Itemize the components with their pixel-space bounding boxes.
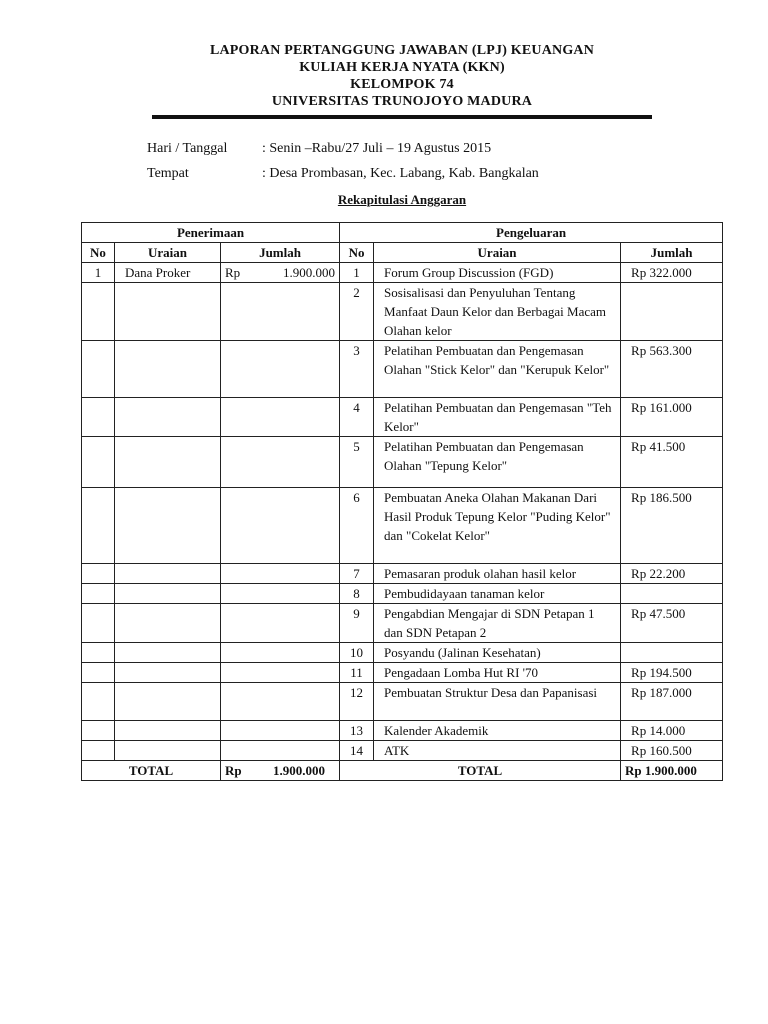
income-amount-cell <box>221 721 340 741</box>
income-amount-cell <box>221 604 340 643</box>
income-amount <box>225 263 335 282</box>
table-row <box>82 604 723 643</box>
income-desc-cell: Dana Proker <box>115 263 221 283</box>
income-amount-cell <box>221 663 340 683</box>
total-expense-value: Rp 1.900.000 <box>621 761 723 781</box>
col-desc-income: Uraian <box>115 243 221 263</box>
budget-table <box>81 222 723 781</box>
total-income-cell <box>221 761 340 781</box>
table-row <box>82 683 723 721</box>
expense-desc-cell: Sosisalisasi dan Penyuluhan Tentang Manfaat Daun Kelor dan Berbagai Macam Olahan kelor <box>374 283 621 341</box>
expense-no-cell: 11 <box>340 663 374 683</box>
table-row <box>82 584 723 604</box>
expense-desc-cell: Forum Group Discussion (FGD) <box>374 263 621 283</box>
expense-no-cell: 4 <box>340 398 374 437</box>
income-amount-cell <box>221 488 340 564</box>
total-income-value: 1.900.000 <box>273 763 326 778</box>
table-row <box>82 488 723 564</box>
header-line-4: UNIVERSITAS TRUNOJOYO MADURA <box>271 94 533 109</box>
income-desc-cell <box>115 341 221 398</box>
expense-no-cell: 13 <box>340 721 374 741</box>
total-label-income: TOTAL <box>82 761 221 781</box>
header-line-2: KULIAH KERJA NYATA (KKN) <box>299 60 505 75</box>
expense-desc-cell: Posyandu (Jalinan Kesehatan) <box>374 643 621 663</box>
expense-no-cell: 2 <box>340 283 374 341</box>
expense-amount-cell: Rp 161.000 <box>621 398 723 437</box>
income-no-cell <box>82 283 115 341</box>
income-amount-cell <box>221 741 340 761</box>
income-amount-cell <box>221 643 340 663</box>
income-currency: Rp <box>225 265 241 280</box>
income-no-cell <box>82 584 115 604</box>
income-no-cell: 1 <box>82 263 115 283</box>
place-label: Tempat <box>147 166 189 181</box>
income-desc-cell <box>115 741 221 761</box>
total-row <box>82 761 723 781</box>
income-desc-cell <box>115 437 221 488</box>
income-amount-cell <box>221 263 340 283</box>
income-desc-cell <box>115 584 221 604</box>
table-row <box>82 341 723 398</box>
table-row <box>82 643 723 663</box>
income-no-cell <box>82 683 115 721</box>
expense-desc-cell: Pembudidayaan tanaman kelor <box>374 584 621 604</box>
expense-amount-cell: Rp 41.500 <box>621 437 723 488</box>
expense-amount-cell: Rp 47.500 <box>621 604 723 643</box>
col-no-income: No <box>82 243 115 263</box>
income-desc-cell <box>115 488 221 564</box>
expense-amount-cell: Rp 22.200 <box>621 564 723 584</box>
expense-desc-cell: Pemasaran produk olahan hasil kelor <box>374 564 621 584</box>
expense-desc-cell: Pelatihan Pembuatan dan Pengemasan Olahan "Stick Kelor" dan "Kerupuk Kelor" <box>374 341 621 398</box>
expense-header: Pengeluaran <box>340 223 723 243</box>
col-amount-income: Jumlah <box>221 243 340 263</box>
expense-no-cell: 1 <box>340 263 374 283</box>
table-row <box>82 283 723 341</box>
total-label-expense: TOTAL <box>340 761 621 781</box>
income-desc-cell <box>115 604 221 643</box>
income-desc-cell <box>115 663 221 683</box>
expense-desc-cell: Pelatihan Pembuatan dan Pengemasan "Teh Kelor" <box>374 398 621 437</box>
expense-amount-cell: Rp 187.000 <box>621 683 723 721</box>
expense-desc-cell: Pembuatan Aneka Olahan Makanan Dari Hasil Produk Tepung Kelor "Puding Kelor" dan "Cokelat Kelor" <box>374 488 621 564</box>
income-desc-cell <box>115 283 221 341</box>
income-desc-cell <box>115 643 221 663</box>
expense-no-cell: 6 <box>340 488 374 564</box>
expense-no-cell: 12 <box>340 683 374 721</box>
income-amount-cell <box>221 437 340 488</box>
income-no-cell <box>82 398 115 437</box>
income-no-cell <box>82 341 115 398</box>
table-row <box>82 741 723 761</box>
income-no-cell <box>82 437 115 488</box>
expense-amount-cell: Rp 194.500 <box>621 663 723 683</box>
expense-desc-cell: Pengabdian Mengajar di SDN Petapan 1 dan SDN Petapan 2 <box>374 604 621 643</box>
income-amount-cell <box>221 564 340 584</box>
table-row <box>82 721 723 741</box>
income-value: 1.900.000 <box>283 265 336 280</box>
expense-amount-cell: Rp 563.300 <box>621 341 723 398</box>
expense-amount-cell: Rp 186.500 <box>621 488 723 564</box>
expense-amount-cell <box>621 584 723 604</box>
header-line-1: LAPORAN PERTANGGUNG JAWABAN (LPJ) KEUANGAN <box>209 43 595 58</box>
income-header: Penerimaan <box>82 223 340 243</box>
income-amount-cell <box>221 283 340 341</box>
table-row <box>82 263 723 283</box>
income-no-cell <box>82 604 115 643</box>
expense-amount-cell: Rp 14.000 <box>621 721 723 741</box>
col-desc-expense: Uraian <box>374 243 621 263</box>
total-income <box>225 761 335 780</box>
table-row <box>82 564 723 584</box>
income-desc-cell <box>115 564 221 584</box>
total-income-currency: Rp <box>225 763 242 778</box>
income-no-cell <box>82 488 115 564</box>
expense-amount-cell: Rp 160.500 <box>621 741 723 761</box>
expense-no-cell: 8 <box>340 584 374 604</box>
expense-no-cell: 7 <box>340 564 374 584</box>
table-row <box>82 398 723 437</box>
expense-desc-cell: Pelatihan Pembuatan dan Pengemasan Olahan "Tepung Kelor" <box>374 437 621 488</box>
date-value: : Senin –Rabu/27 Juli – 19 Agustus 2015 <box>262 141 492 156</box>
income-no-cell <box>82 741 115 761</box>
expense-desc-cell: ATK <box>374 741 621 761</box>
income-amount-cell <box>221 341 340 398</box>
income-no-cell <box>82 564 115 584</box>
expense-amount-cell <box>621 643 723 663</box>
expense-no-cell: 10 <box>340 643 374 663</box>
col-no-expense: No <box>340 243 374 263</box>
expense-amount-cell <box>621 283 723 341</box>
place-value: : Desa Prombasan, Kec. Labang, Kab. Bangkalan <box>262 166 539 181</box>
expense-desc-cell: Pengadaan Lomba Hut RI '70 <box>374 663 621 683</box>
income-no-cell <box>82 721 115 741</box>
header-divider <box>152 115 652 119</box>
expense-no-cell: 9 <box>340 604 374 643</box>
col-amount-expense: Jumlah <box>621 243 723 263</box>
income-no-cell <box>82 643 115 663</box>
header-line-3: KELOMPOK 74 <box>350 77 454 92</box>
income-no-cell <box>82 663 115 683</box>
expense-desc-cell: Pembuatan Struktur Desa dan Papanisasi <box>374 683 621 721</box>
table-row <box>82 437 723 488</box>
expense-desc-cell: Kalender Akademik <box>374 721 621 741</box>
income-desc-cell <box>115 683 221 721</box>
expense-no-cell: 5 <box>340 437 374 488</box>
income-desc-cell <box>115 398 221 437</box>
section-title: Rekapitulasi Anggaran <box>337 192 467 207</box>
expense-amount-cell: Rp 322.000 <box>621 263 723 283</box>
income-amount-cell <box>221 398 340 437</box>
income-amount-cell <box>221 584 340 604</box>
income-amount-cell <box>221 683 340 721</box>
table-row <box>82 663 723 683</box>
income-desc-cell <box>115 721 221 741</box>
expense-no-cell: 3 <box>340 341 374 398</box>
expense-no-cell: 14 <box>340 741 374 761</box>
report-header <box>0 42 768 110</box>
date-label: Hari / Tanggal <box>147 141 228 156</box>
